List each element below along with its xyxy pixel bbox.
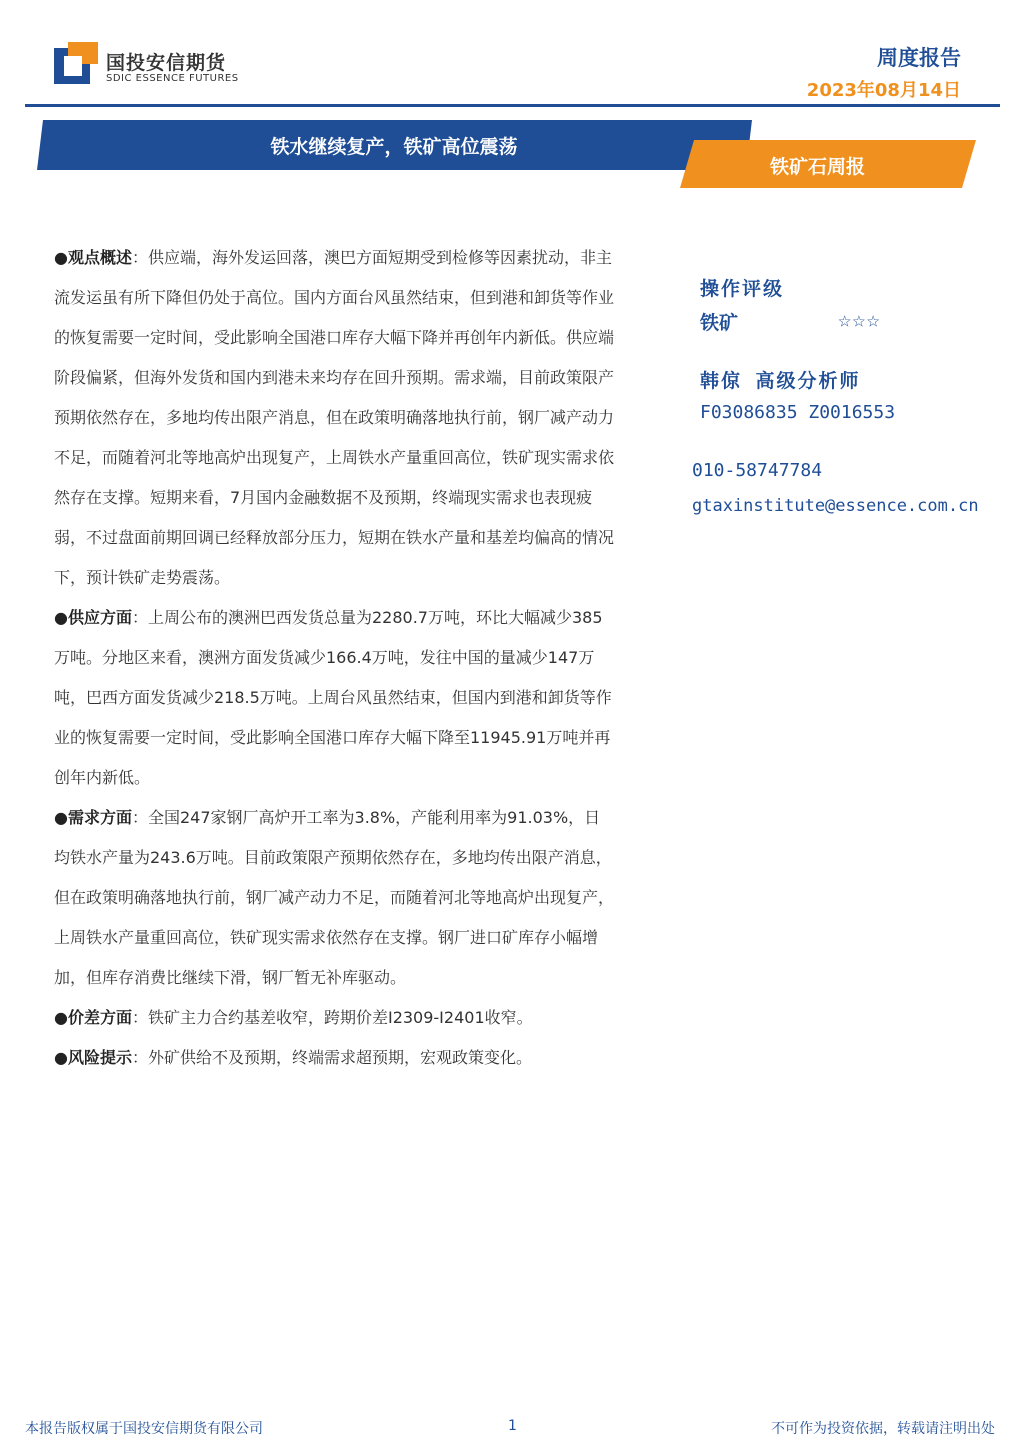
report-date: 2023年08月14日 (806, 80, 961, 101)
report-title: 铁水继续复产，铁矿高位震荡 (270, 136, 518, 158)
footer-disclaimer: 不可作为投资依据，转载请注明出处 (771, 1421, 995, 1437)
logo-mark-icon (54, 42, 98, 86)
section-heading: ●价差方面 (54, 1008, 132, 1027)
section-heading: ●风险提示 (54, 1048, 132, 1067)
company-logo (54, 42, 254, 90)
section-text: ：全国247家钢厂高炉开工率为3.8%，产能利用率为91.03%，日均铁水产量为243.6万吨。目前政策限产预期依然存在，多地均传出限产消息，但在政策明确落地执行前，钢厂减产动力不足，而随着河北等地高炉出现复产，上周铁水产量重回高位，铁矿现实需求依然存在支撑。钢厂进口矿库存小幅增加，但库存消费比继续下滑，钢厂暂无补库驱动。 (54, 808, 615, 987)
section-text: ：外矿供给不及预期，终端需求超预期，宏观政策变化。 (131, 1048, 532, 1067)
logo-name-en: SDIC ESSENCE FUTURES (106, 73, 239, 84)
star-rating-icon: ☆☆☆ (838, 308, 881, 333)
section-heading: ●需求方面 (54, 808, 132, 827)
section-demand (54, 798, 614, 998)
section-text: ：铁矿主力合约基差收窄，跨期价差I2309-I2401收窄。 (131, 1008, 533, 1027)
page-number: 1 (508, 1418, 517, 1434)
category-tag-label: 铁矿石周报 (770, 156, 866, 178)
contact-email[interactable]: gtaxinstitute@essence.com.cn (692, 496, 979, 516)
rating-title: 操作评级 (700, 278, 785, 300)
section-text: ：供应端，海外发运回落，澳巴方面短期受到检修等因素扰动，非主流发运虽有所下降但仍处于高位。国内方面台风虽然结束，但到港和卸货等作业的恢复需要一定时间，受此影响全国港口库存大幅下降并再创年内新低。供应端阶段偏紧，但海外发货和国内到港未来均存在回升预期。需求端，目前政策限产预期依然存在，多地均传出限产消息，但在政策明确落地执行前，钢厂减产动力不足，而随着河北等地高炉出现复产，上周铁水产量重回高位，铁矿现实需求依然存在支撑。短期来看，7月国内金融数据不及预期，终端现实需求也表现疲弱，不过盘面前期回调已经释放部分压力，短期在铁水产量和基差均偏高的情况下，预计铁矿走势震荡。 (54, 248, 615, 587)
section-heading: ●观点概述 (54, 248, 132, 267)
footer-copyright: 本报告版权属于国投安信期货有限公司 (25, 1421, 263, 1437)
logo-name-cn: 国投安信期货 (106, 52, 227, 74)
section-spread (54, 998, 614, 1038)
section-text: ：上周公布的澳洲巴西发货总量为2280.7万吨，环比大幅减少385万吨。分地区来看，澳洲方面发货减少166.4万吨，发往中国的量减少147万吨，巴西方面发货减少218.5万吨。上周台风虽然结束，但国内到港和卸货等作业的恢复需要一定时间，受此影响全国港口库存大幅下降至11945.91万吨并再创年内新低。 (54, 608, 612, 787)
section-risk (54, 1038, 614, 1078)
section-heading: ●供应方面 (54, 608, 132, 627)
section-supply (54, 598, 614, 798)
rating-item: 铁矿 (700, 312, 739, 334)
header-divider (25, 104, 1000, 107)
contact-phone: 010-58747784 (692, 460, 823, 481)
report-type: 周度报告 (877, 46, 961, 70)
report-body (54, 238, 614, 1078)
section-overview (54, 238, 614, 598)
analyst-licences: F03086835 Z0016553 (700, 402, 896, 423)
analyst-name: 韩倞 高级分析师 (700, 370, 861, 392)
